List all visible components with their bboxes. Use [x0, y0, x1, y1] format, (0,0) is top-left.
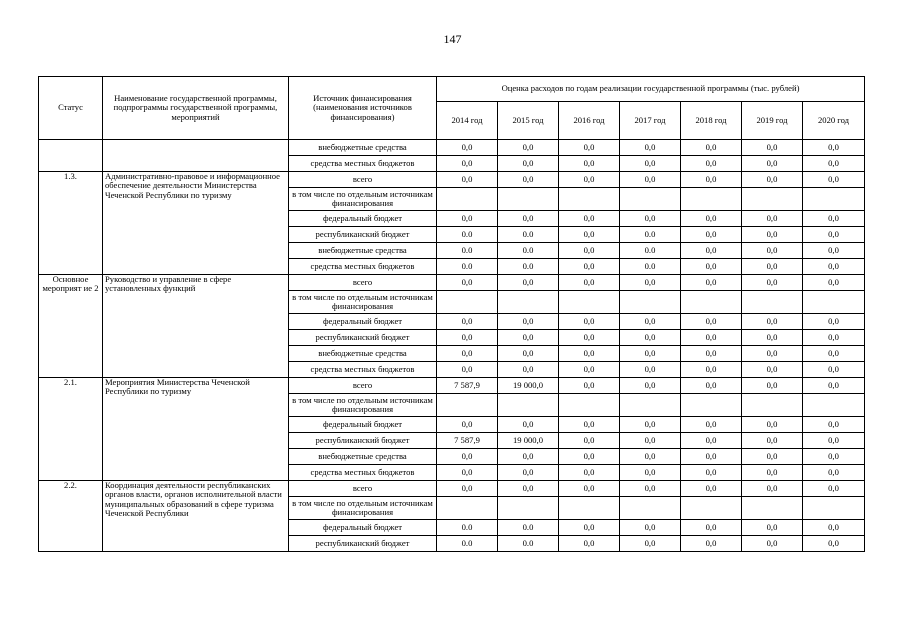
header-year: 2018 год	[681, 102, 742, 140]
value-cell: 0,0	[742, 211, 803, 227]
value-cell: 0,0	[559, 362, 620, 378]
value-cell: 0,0	[803, 275, 865, 291]
value-cell: 0,0	[803, 314, 865, 330]
value-cell	[559, 394, 620, 417]
value-cell	[681, 497, 742, 520]
value-cell: 0,0	[742, 243, 803, 259]
value-cell: 0,0	[742, 314, 803, 330]
value-cell: 0,0	[559, 481, 620, 497]
funding-source-cell: средства местных бюджетов	[289, 465, 437, 481]
value-cell: 0,0	[498, 465, 559, 481]
value-cell: 0,0	[437, 449, 498, 465]
value-cell: 0.0	[498, 520, 559, 536]
value-cell: 0,0	[559, 378, 620, 394]
value-cell: 0,0	[437, 314, 498, 330]
value-cell: 0,0	[803, 465, 865, 481]
funding-source-cell: федеральный бюджет	[289, 314, 437, 330]
value-cell: 0,0	[803, 243, 865, 259]
value-cell: 0,0	[620, 417, 681, 433]
value-cell: 0,0	[559, 449, 620, 465]
value-cell: 0,0	[620, 314, 681, 330]
value-cell: 0,0	[803, 378, 865, 394]
value-cell: 0,0	[437, 465, 498, 481]
value-cell: 0,0	[498, 211, 559, 227]
value-cell: 0,0	[681, 433, 742, 449]
funding-source-cell: республиканский бюджет	[289, 227, 437, 243]
funding-source-cell: всего	[289, 275, 437, 291]
value-cell: 0,0	[498, 362, 559, 378]
value-cell: 0,0	[803, 433, 865, 449]
value-cell: 0,0	[803, 211, 865, 227]
header-name: Наименование государственной программы, подпрограммы государственной программы, мероприятий	[103, 77, 289, 140]
status-cell: 2.2.	[39, 481, 103, 552]
value-cell: 0,0	[437, 140, 498, 156]
value-cell: 0.0	[437, 259, 498, 275]
value-cell: 0,0	[620, 449, 681, 465]
value-cell	[559, 497, 620, 520]
value-cell: 0,0	[681, 449, 742, 465]
value-cell: 0.0	[620, 259, 681, 275]
header-year: 2015 год	[498, 102, 559, 140]
value-cell: 0,0	[803, 417, 865, 433]
value-cell: 0,0	[681, 346, 742, 362]
value-cell: 0,0	[742, 227, 803, 243]
value-cell: 0,0	[498, 156, 559, 172]
funding-source-cell: федеральный бюджет	[289, 211, 437, 227]
value-cell: 0,0	[803, 346, 865, 362]
value-cell: 0,0	[437, 211, 498, 227]
funding-source-cell: республиканский бюджет	[289, 433, 437, 449]
value-cell: 0,0	[498, 275, 559, 291]
value-cell: 0,0	[803, 259, 865, 275]
value-cell: 0,0	[681, 378, 742, 394]
value-cell: 19 000,0	[498, 378, 559, 394]
value-cell: 0,0	[437, 346, 498, 362]
status-cell: Основное мероприят ие 2	[39, 275, 103, 378]
header-year: 2016 год	[559, 102, 620, 140]
value-cell: 0,0	[742, 140, 803, 156]
value-cell: 0,0	[681, 172, 742, 188]
value-cell	[498, 394, 559, 417]
funding-source-cell: средства местных бюджетов	[289, 156, 437, 172]
table-row	[39, 140, 865, 156]
value-cell: 0,0	[742, 275, 803, 291]
value-cell	[620, 394, 681, 417]
value-cell: 0,0	[681, 156, 742, 172]
header-year: 2014 год	[437, 102, 498, 140]
value-cell: 0,0	[803, 481, 865, 497]
value-cell: 0,0	[620, 433, 681, 449]
value-cell: 0,0	[681, 314, 742, 330]
value-cell: 0,0	[559, 243, 620, 259]
funding-source-cell: внебюджетные средства	[289, 243, 437, 259]
program-name-cell: Руководство и управление в сфере установленных функций	[103, 275, 289, 378]
value-cell: 0,0	[620, 520, 681, 536]
header-year: 2017 год	[620, 102, 681, 140]
funding-source-cell: средства местных бюджетов	[289, 362, 437, 378]
value-cell: 0,0	[559, 140, 620, 156]
value-cell: 0,0	[498, 449, 559, 465]
value-cell: 0,0	[742, 433, 803, 449]
value-cell: 0,0	[803, 520, 865, 536]
value-cell: 0,0	[559, 346, 620, 362]
table-row	[39, 275, 865, 291]
value-cell: 0,0	[498, 140, 559, 156]
status-cell: 2.1.	[39, 378, 103, 481]
table-row	[39, 172, 865, 188]
value-cell: 0.0	[437, 520, 498, 536]
value-cell	[681, 394, 742, 417]
value-cell: 0,0	[559, 211, 620, 227]
value-cell: 0,0	[742, 172, 803, 188]
value-cell: 0,0	[437, 330, 498, 346]
value-cell: 0,0	[437, 481, 498, 497]
value-cell	[437, 291, 498, 314]
value-cell: 7 587,9	[437, 378, 498, 394]
value-cell: 0.0	[437, 536, 498, 552]
funding-source-cell: федеральный бюджет	[289, 417, 437, 433]
value-cell: 0,0	[681, 362, 742, 378]
value-cell: 0,0	[559, 314, 620, 330]
value-cell	[620, 188, 681, 211]
value-cell: 0,0	[559, 433, 620, 449]
value-cell: 0,0	[620, 536, 681, 552]
value-cell: 0,0	[681, 275, 742, 291]
value-cell: 0,0	[742, 346, 803, 362]
value-cell	[498, 188, 559, 211]
value-cell: 0,0	[498, 417, 559, 433]
program-name-cell	[103, 140, 289, 172]
funding-source-cell: всего	[289, 481, 437, 497]
value-cell	[803, 497, 865, 520]
value-cell: 0,0	[620, 362, 681, 378]
funding-source-cell: средства местных бюджетов	[289, 259, 437, 275]
value-cell	[742, 394, 803, 417]
funding-source-cell: внебюджетные средства	[289, 449, 437, 465]
value-cell	[559, 188, 620, 211]
value-cell: 0,0	[559, 227, 620, 243]
table-row	[39, 378, 865, 394]
value-cell: 0,0	[742, 330, 803, 346]
value-cell	[559, 291, 620, 314]
budget-table	[38, 76, 865, 552]
value-cell: 0,0	[681, 330, 742, 346]
value-cell	[437, 188, 498, 211]
value-cell: 0,0	[620, 156, 681, 172]
value-cell: 0.0	[437, 227, 498, 243]
value-cell	[437, 497, 498, 520]
value-cell: 0,0	[742, 378, 803, 394]
value-cell: 0,0	[559, 330, 620, 346]
value-cell: 0.0	[498, 227, 559, 243]
value-cell: 0,0	[559, 259, 620, 275]
funding-source-cell: внебюджетные средства	[289, 140, 437, 156]
program-name-cell: Координация деятельности республиканских органов власти, органов исполнительной власти муниципальных образований в сфере туризма Чеченской Республики	[103, 481, 289, 552]
program-name-cell: Административно-правовое и информационное обеспечение деятельности Министерства Чеченской Республики по туризму	[103, 172, 289, 275]
page-number: 147	[443, 32, 462, 46]
value-cell: 0,0	[620, 481, 681, 497]
value-cell: 0,0	[742, 449, 803, 465]
value-cell: 0,0	[437, 417, 498, 433]
value-cell: 0,0	[742, 259, 803, 275]
value-cell: 7 587,9	[437, 433, 498, 449]
value-cell	[498, 291, 559, 314]
value-cell: 0,0	[620, 346, 681, 362]
funding-source-cell: в том числе по отдельным источникам финансирования	[289, 291, 437, 314]
header-status: Статус	[39, 77, 103, 140]
value-cell	[681, 291, 742, 314]
funding-source-cell: внебюджетные средства	[289, 346, 437, 362]
value-cell	[803, 188, 865, 211]
funding-source-cell: республиканский бюджет	[289, 536, 437, 552]
value-cell: 0,0	[559, 465, 620, 481]
value-cell: 0.0	[498, 536, 559, 552]
funding-source-cell: в том числе по отдельным источникам финансирования	[289, 188, 437, 211]
header-year: 2019 год	[742, 102, 803, 140]
value-cell: 0,0	[742, 520, 803, 536]
value-cell: 0,0	[620, 378, 681, 394]
value-cell: 0,0	[498, 314, 559, 330]
funding-source-cell: всего	[289, 172, 437, 188]
value-cell	[498, 497, 559, 520]
value-cell: 0,0	[681, 481, 742, 497]
value-cell: 0,0	[498, 330, 559, 346]
value-cell: 0.0	[437, 243, 498, 259]
value-cell: 0,0	[620, 330, 681, 346]
value-cell: 0,0	[742, 536, 803, 552]
value-cell: 0,0	[803, 449, 865, 465]
value-cell: 0,0	[559, 417, 620, 433]
value-cell	[803, 291, 865, 314]
value-cell	[620, 291, 681, 314]
header-year: 2020 год	[803, 102, 865, 140]
value-cell: 0,0	[559, 275, 620, 291]
table-row	[39, 481, 865, 497]
value-cell: 0,0	[742, 417, 803, 433]
value-cell: 0,0	[803, 536, 865, 552]
funding-source-cell: республиканский бюджет	[289, 330, 437, 346]
value-cell: 0,0	[620, 275, 681, 291]
value-cell: 0,0	[498, 481, 559, 497]
value-cell	[620, 497, 681, 520]
value-cell: 0,0	[681, 417, 742, 433]
value-cell	[742, 188, 803, 211]
value-cell: 0,0	[681, 536, 742, 552]
value-cell: 0,0	[803, 362, 865, 378]
value-cell: 0,0	[681, 465, 742, 481]
value-cell: 0,0	[803, 330, 865, 346]
header-estimate: Оценка расходов по годам реализации государственной программы (тыс. рублей)	[437, 77, 865, 102]
value-cell: 0,0	[559, 156, 620, 172]
value-cell: 0,0	[742, 362, 803, 378]
value-cell: 19 000,0	[498, 433, 559, 449]
value-cell: 0,0	[559, 536, 620, 552]
value-cell: 0,0	[681, 211, 742, 227]
value-cell	[803, 394, 865, 417]
value-cell: 0,0	[803, 140, 865, 156]
value-cell: 0,0	[437, 172, 498, 188]
value-cell: 0,0	[498, 172, 559, 188]
value-cell	[742, 497, 803, 520]
value-cell: 0,0	[803, 172, 865, 188]
value-cell: 0,0	[559, 520, 620, 536]
value-cell: 0,0	[498, 346, 559, 362]
value-cell: 0,0	[620, 172, 681, 188]
value-cell: 0.0	[498, 243, 559, 259]
status-cell: 1.3.	[39, 172, 103, 275]
funding-source-cell: федеральный бюджет	[289, 520, 437, 536]
value-cell: 0.0	[620, 227, 681, 243]
value-cell	[437, 394, 498, 417]
value-cell: 0,0	[742, 481, 803, 497]
value-cell: 0,0	[681, 520, 742, 536]
program-name-cell: Мероприятия Министерства Чеченской Республики по туризму	[103, 378, 289, 481]
value-cell	[742, 291, 803, 314]
value-cell: 0,0	[681, 259, 742, 275]
funding-source-cell: в том числе по отдельным источникам финансирования	[289, 497, 437, 520]
value-cell: 0,0	[681, 140, 742, 156]
header-source: Источник финансирования (наименования источников финансирования)	[289, 77, 437, 140]
value-cell: 0,0	[742, 465, 803, 481]
value-cell: 0,0	[803, 227, 865, 243]
funding-source-cell: всего	[289, 378, 437, 394]
value-cell: 0,0	[620, 465, 681, 481]
value-cell: 0,0	[681, 227, 742, 243]
funding-source-cell: в том числе по отдельным источникам финансирования	[289, 394, 437, 417]
value-cell: 0,0	[437, 362, 498, 378]
value-cell	[681, 188, 742, 211]
value-cell: 0.0	[620, 243, 681, 259]
value-cell: 0,0	[742, 156, 803, 172]
value-cell: 0,0	[559, 172, 620, 188]
value-cell: 0,0	[803, 156, 865, 172]
value-cell: 0.0	[498, 259, 559, 275]
value-cell: 0,0	[437, 156, 498, 172]
value-cell: 0,0	[620, 211, 681, 227]
value-cell: 0,0	[620, 140, 681, 156]
value-cell: 0,0	[681, 243, 742, 259]
value-cell: 0,0	[437, 275, 498, 291]
status-cell	[39, 140, 103, 172]
